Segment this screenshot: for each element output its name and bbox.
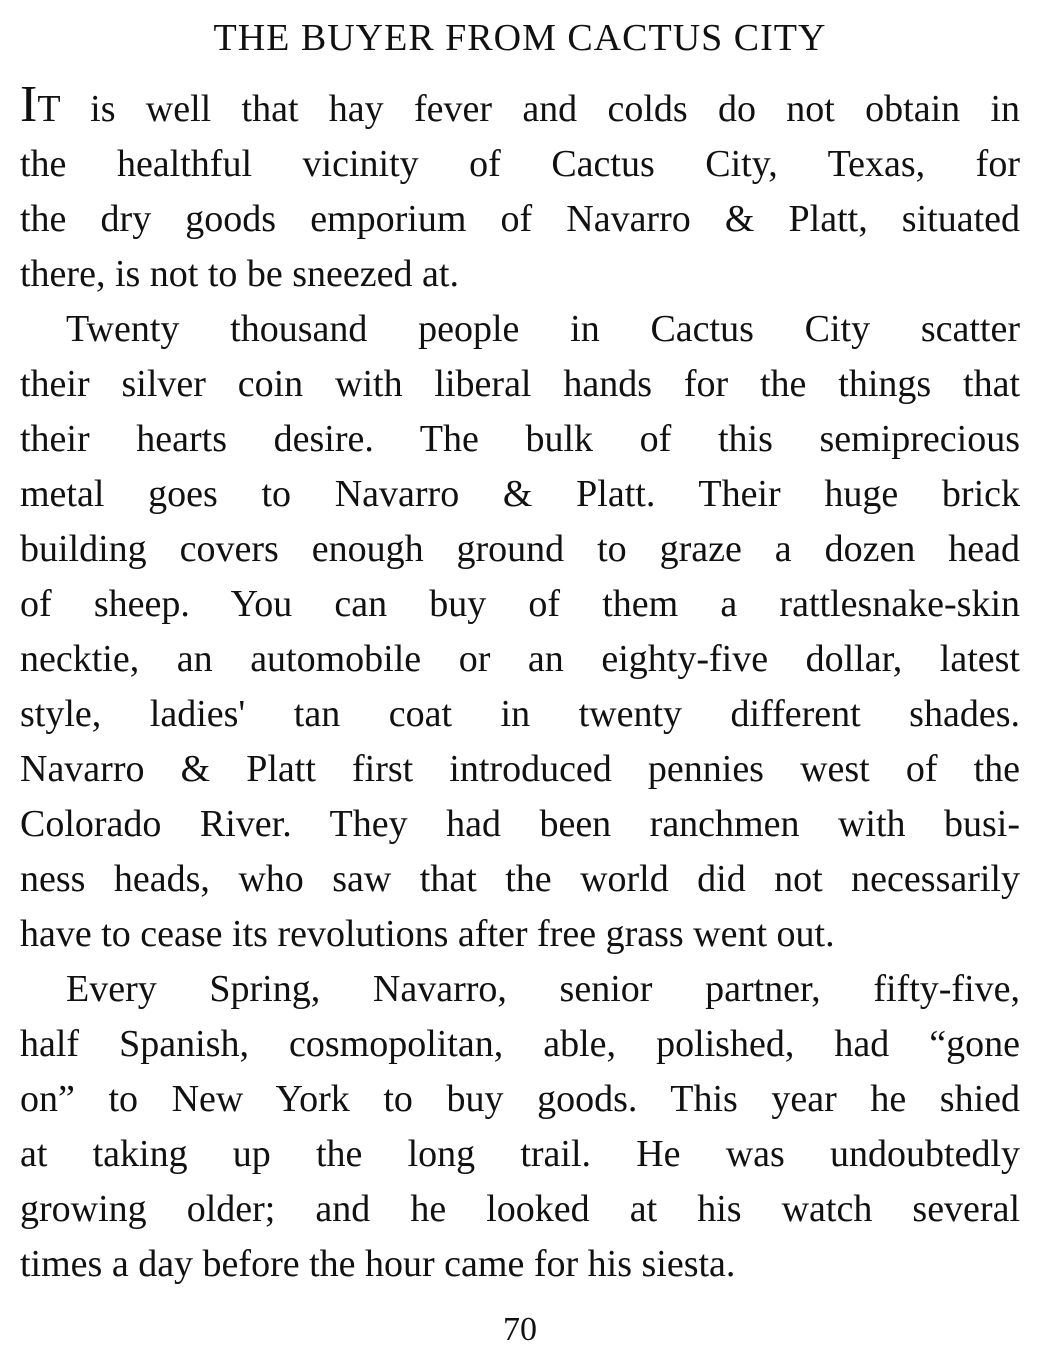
text-line: on” to New York to buy goods. This year he shied [20,1078,1020,1120]
line-text: T is well that hay fever and colds do not obtain in [37,88,1020,130]
text-line: ness heads, who saw that the world did not necessarily [20,858,1020,900]
paragraph-1 [20,76,1020,302]
text-line: Twenty thousand people in Cactus City scatter [66,308,1020,350]
text-line: the healthful vicinity of Cactus City, Texas, for [20,143,1020,185]
text-line: at taking up the long trail. He was undoubtedly [20,1133,1020,1175]
text-line: Navarro & Platt first introduced pennies west of the [20,748,1020,790]
text-line: their silver coin with liberal hands for the things that [20,363,1020,405]
text-line: necktie, an automobile or an eighty-five dollar, latest [20,638,1020,680]
text-line: of sheep. You can buy of them a rattlesnake-skin [20,583,1020,625]
text-line: have to cease its revolutions after free grass went out. [20,913,835,955]
page-number: 70 [503,1311,537,1348]
text-line: times a day before the hour came for his siesta. [20,1243,736,1285]
drop-cap: I [20,76,38,133]
text-line: growing older; and he looked at his watch several [20,1188,1020,1230]
running-head: THE BUYER FROM CACTUS CITY [213,17,827,59]
text-line: Colorado River. They had been ranchmen with busi- [20,803,1020,845]
text-line: half Spanish, cosmopolitan, able, polished, had “gone [20,1023,1020,1065]
text-line: metal goes to Navarro & Platt. Their huge brick [20,473,1020,515]
text-line: style, ladies' tan coat in twenty different shades. [20,693,1020,735]
text-line [20,76,1020,137]
book-page [20,14,1020,1348]
text-line: Every Spring, Navarro, senior partner, fifty-five, [66,968,1020,1010]
text-line: building covers enough ground to graze a dozen head [20,528,1020,570]
text-body [20,76,1020,1292]
text-line: there, is not to be sneezed at. [20,253,459,295]
paragraph-3 [20,962,1020,1292]
text-line: their hearts desire. The bulk of this semiprecious [20,418,1020,460]
paragraph-2 [20,302,1020,962]
text-line: the dry goods emporium of Navarro & Platt, situated [20,198,1020,240]
